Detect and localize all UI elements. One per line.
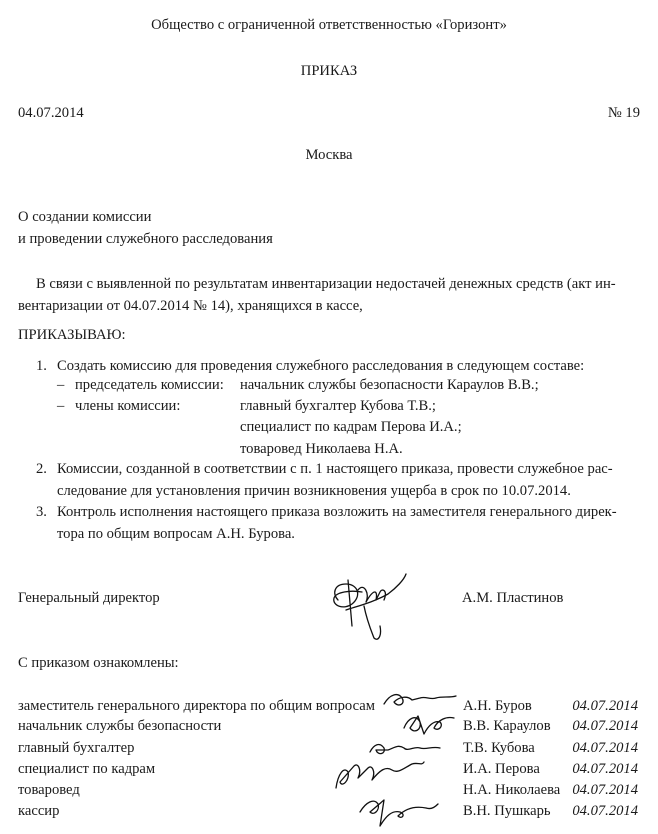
ack-position-1: заместитель генерального директора по общим вопросам: [18, 698, 375, 714]
ack-name-5: Н.А. Николаева: [463, 782, 561, 798]
chair-person: начальник службы безопасности Караулов В.В.;: [240, 377, 539, 393]
ack-position-6: кассир: [18, 803, 60, 819]
item-1-text: Создать комиссию для проведения служебного расследования в следующем составе:: [57, 358, 585, 374]
director-title: Генеральный директор: [18, 590, 160, 606]
signature-2: [398, 704, 458, 740]
ack-position-3: главный бухгалтер: [18, 740, 135, 756]
ack-date-6: 04.07.2014: [572, 803, 638, 819]
item-1-number: 1.: [36, 358, 47, 374]
ack-date-2: 04.07.2014: [572, 718, 638, 734]
ack-date-3: 04.07.2014: [572, 740, 638, 756]
member-2: специалист по кадрам Перова И.А.;: [240, 419, 462, 435]
chair-role: председатель комиссии:: [75, 377, 224, 393]
ack-position-4: специалист по кадрам: [18, 761, 156, 777]
order-number: № 19: [607, 105, 640, 121]
order-date: 04.07.2014: [18, 105, 84, 121]
ack-position-5: товаровед: [18, 782, 80, 798]
member-1: главный бухгалтер Кубова Т.В.;: [240, 398, 436, 414]
preamble-line-2: вентаризации от 04.07.2014 № 14), хранящихся в кассе,: [18, 298, 363, 314]
member-3: товаровед Николаева Н.А.: [240, 441, 403, 457]
ack-name-2: В.В. Караулов: [463, 718, 551, 734]
order-word: ПРИКАЗЫВАЮ:: [18, 327, 126, 343]
ack-name-4: И.А. Перова: [463, 761, 540, 777]
director-signature: [318, 566, 418, 646]
item-3-number: 3.: [36, 504, 47, 520]
document-type: ПРИКАЗ: [300, 63, 358, 79]
item-2-line-1: Комиссии, созданной в соответствии с п. 1 настоящего приказа, провести служебное рас-: [57, 461, 613, 477]
ack-name-6: В.Н. Пушкарь: [463, 803, 551, 819]
city: Москва: [305, 147, 353, 163]
ack-date-4: 04.07.2014: [572, 761, 638, 777]
ack-name-3: Т.В. Кубова: [463, 740, 535, 756]
item-2-number: 2.: [36, 461, 47, 477]
item-2-line-2: следование для установления причин возникновения ущерба в срок по 10.07.2014.: [57, 483, 571, 499]
ack-position-2: начальник службы безопасности: [18, 718, 222, 734]
chair-dash: –: [57, 377, 65, 393]
subject-line-2: и проведении служебного расследования: [18, 231, 273, 247]
acknowledgement-heading: С приказом ознакомлены:: [18, 655, 179, 671]
signature-5: [350, 786, 440, 830]
preamble-line-1: В связи с выявленной по результатам инвентаризации недостачей денежных средств (акт ин-: [36, 276, 616, 292]
ack-date-5: 04.07.2014: [572, 782, 638, 798]
members-role: члены комиссии:: [75, 398, 181, 414]
subject-line-1: О создании комиссии: [18, 209, 152, 225]
ack-name-1: А.Н. Буров: [463, 698, 532, 714]
ack-date-1: 04.07.2014: [572, 698, 638, 714]
organization-name: Общество с ограниченной ответственностью «Горизонт»: [151, 17, 507, 33]
item-3-line-2: тора по общим вопросам А.Н. Бурова.: [57, 526, 295, 542]
item-3-line-1: Контроль исполнения настоящего приказа возложить на заместителя генерального дирек-: [57, 504, 617, 520]
members-dash: –: [57, 398, 65, 414]
director-name: А.М. Пластинов: [462, 590, 564, 606]
